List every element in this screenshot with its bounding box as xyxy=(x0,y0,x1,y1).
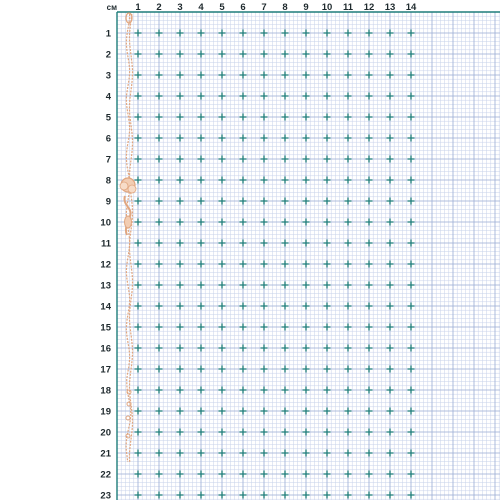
x-axis-label: 2 xyxy=(156,2,162,13)
y-axis-label: 7 xyxy=(105,154,111,166)
y-axis-label: 5 xyxy=(105,112,111,124)
y-axis-label: 23 xyxy=(100,490,111,500)
x-axis-label: 7 xyxy=(261,2,267,13)
pendant-petal xyxy=(128,185,136,193)
y-axis-label: 6 xyxy=(105,133,111,145)
y-axis-label: 22 xyxy=(100,469,111,481)
y-axis-label: 20 xyxy=(100,427,111,439)
y-axis-label: 12 xyxy=(100,259,111,271)
y-axis-label: 4 xyxy=(105,91,111,103)
y-axis-label: 13 xyxy=(100,280,111,292)
x-axis-label: 10 xyxy=(321,2,333,13)
y-axis-label: 16 xyxy=(100,343,111,355)
x-axis-label: 5 xyxy=(219,2,225,13)
y-axis-label: 14 xyxy=(100,301,111,313)
x-axis-label: 4 xyxy=(198,2,204,13)
y-axis-label: 2 xyxy=(105,49,111,61)
x-axis-label: 9 xyxy=(303,2,309,13)
y-axis-label: 9 xyxy=(105,196,111,208)
x-axis-label: 1 xyxy=(135,2,141,13)
pendant-petal xyxy=(120,182,128,190)
pendant-bead xyxy=(125,216,132,228)
unit-label: см xyxy=(106,3,117,12)
y-axis-label: 11 xyxy=(100,238,111,250)
x-axis-label: 13 xyxy=(384,2,396,13)
y-axis-label: 1 xyxy=(105,28,111,40)
y-axis-label: 19 xyxy=(100,406,111,418)
x-axis-label: 3 xyxy=(177,2,183,13)
y-axis-label: 18 xyxy=(100,385,111,397)
y-axis-label: 8 xyxy=(105,175,111,187)
x-axis-label: 12 xyxy=(363,2,375,13)
y-axis-label: 17 xyxy=(100,364,111,376)
x-axis-label: 6 xyxy=(240,2,246,13)
y-axis-label: 3 xyxy=(105,70,111,82)
x-axis-label: 8 xyxy=(282,2,288,13)
y-axis-label: 21 xyxy=(100,448,111,460)
x-axis-label: 14 xyxy=(405,2,417,13)
x-axis-label: 11 xyxy=(342,2,354,13)
y-axis-label: 15 xyxy=(100,322,111,334)
y-axis-label: 10 xyxy=(100,217,111,229)
